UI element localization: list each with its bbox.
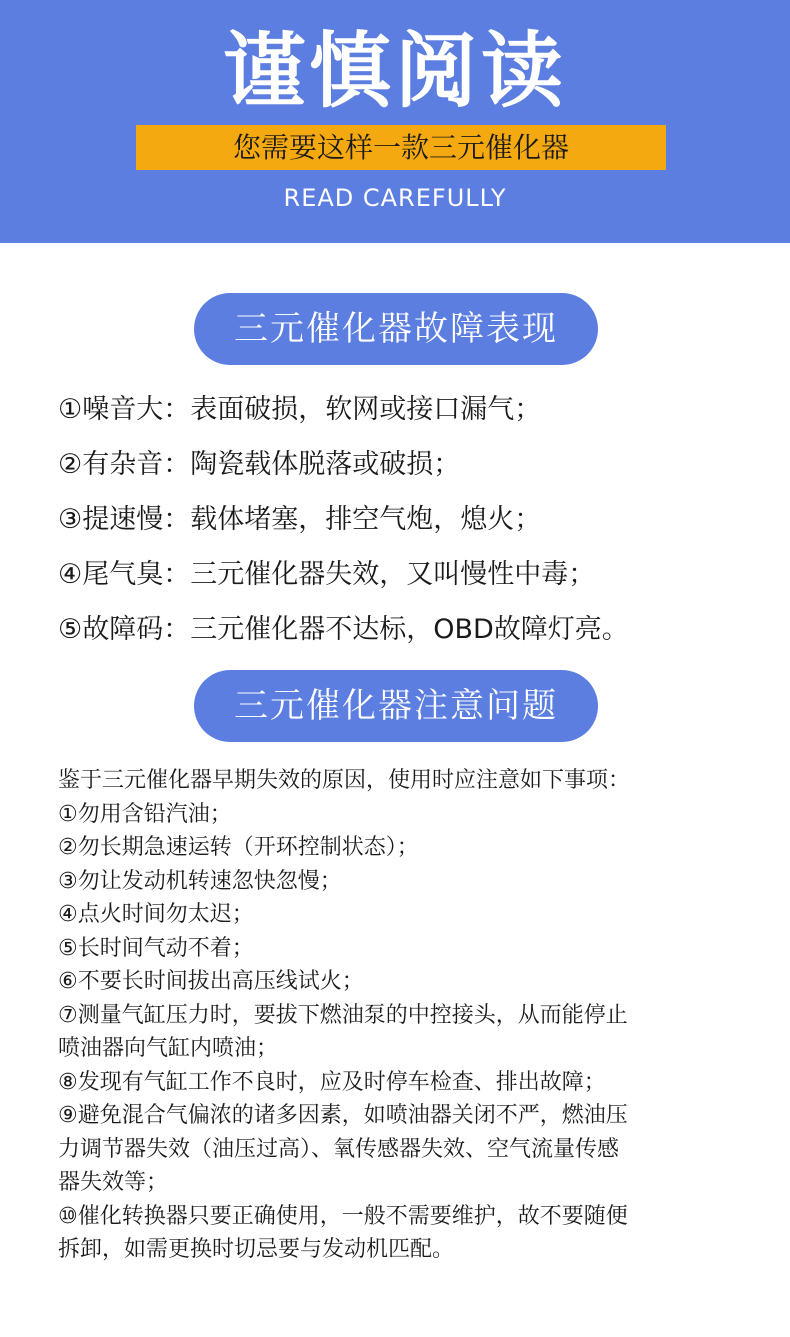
precaution-line: 鉴于三元催化器早期失效的原因，使用时应注意如下事项：: [58, 768, 631, 793]
fault-item: ①噪音大：表面破损，软网或接口漏气；: [58, 394, 542, 425]
fault-item: ③提速慢：载体堵塞，排空气炮，熄火；: [58, 504, 542, 535]
precautions-text: [58, 764, 738, 1267]
precaution-line: ⑧发现有气缸工作不良时，应及时停车检查、排出故障；: [58, 1069, 606, 1095]
fault-list: [58, 388, 778, 663]
precaution-line: ④点火时间勿太迟；: [58, 902, 254, 927]
header-banner-area: [0, 0, 790, 243]
highlight-banner: 您需要这样一款三元催化器: [136, 125, 666, 170]
precaution-line: ②勿长期急速运转（开环控制状态）；: [58, 835, 419, 860]
precaution-line: ⑦测量气缸压力时，要拔下燃油泵的中控接头，从而能停止: [58, 1002, 628, 1028]
section-title-precautions: 三元催化器注意问题: [194, 670, 598, 742]
precaution-line: ⑥不要长时间拔出高压线试火；: [58, 969, 364, 994]
precaution-line: ①勿用含铅汽油；: [58, 801, 232, 827]
fault-item: ⑤故障码：三元催化器不达标，OBD故障灯亮。: [58, 614, 629, 645]
fault-item: ④尾气臭：三元催化器失效，又叫慢性中毒；: [58, 559, 596, 590]
precaution-line: 力调节器失效（油压过高）、氧传感器失效、空气流量传感: [58, 1136, 620, 1162]
precaution-line: 拆卸，如需更换时切忌要与发动机匹配。: [58, 1237, 455, 1262]
precaution-line: ③勿让发动机转速忽快忽慢；: [58, 868, 342, 894]
precaution-line: ⑤长时间气动不着；: [58, 935, 254, 961]
precaution-line: ⑩催化转换器只要正确使用，一般不需要维护，故不要随便: [58, 1203, 628, 1229]
page-title: 谨慎阅读: [222, 24, 567, 119]
precaution-line: 器失效等；: [58, 1170, 169, 1195]
page-subtitle: READ CAREFULLY: [283, 184, 507, 212]
precaution-line: 喷油器向气缸内喷油；: [58, 1036, 279, 1061]
precaution-line: ⑨避免混合气偏浓的诸多因素，如喷油器关闭不严，燃油压: [58, 1103, 628, 1128]
fault-item: ②有杂音：陶瓷载体脱落或破损；: [58, 449, 461, 480]
section-title-faults: 三元催化器故障表现: [194, 293, 598, 365]
